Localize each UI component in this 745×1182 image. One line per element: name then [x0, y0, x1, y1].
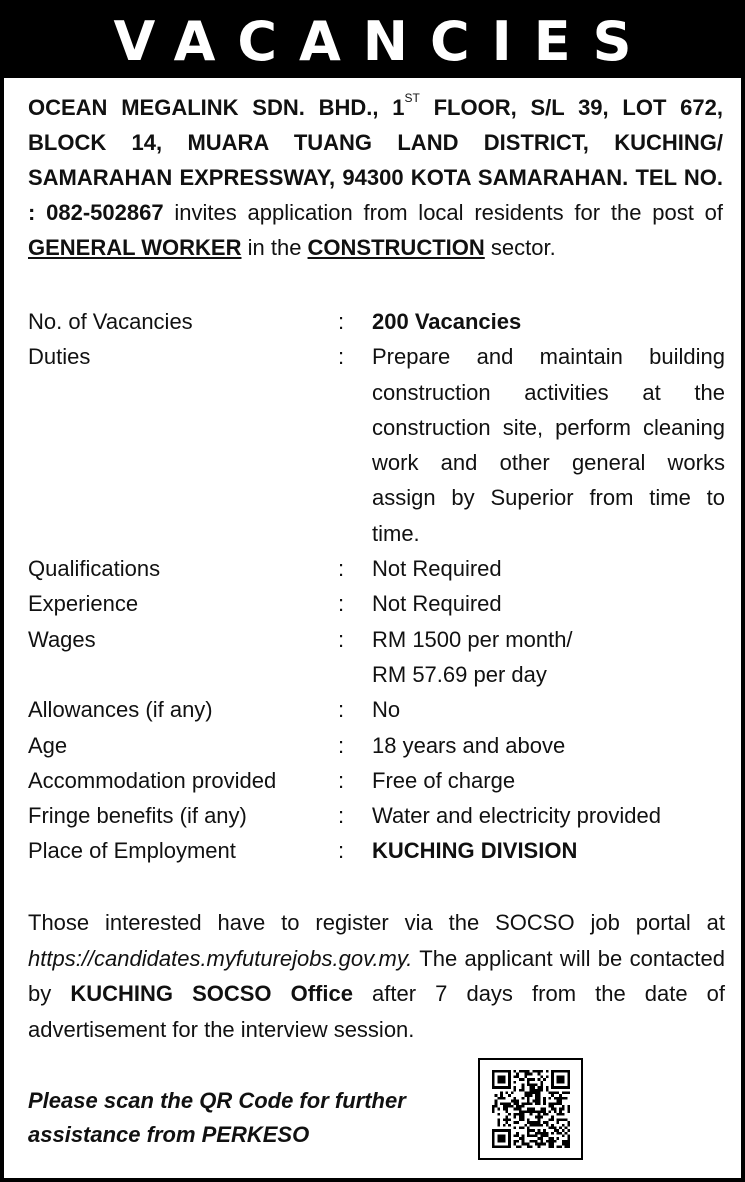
detail-label: Fringe benefits (if any)	[28, 803, 247, 829]
detail-value: KUCHING DIVISION	[372, 838, 578, 864]
intro-text: in the	[241, 235, 308, 260]
detail-value: No	[372, 697, 401, 723]
detail-value: Not Required	[372, 556, 502, 582]
detail-row	[28, 692, 725, 727]
detail-colon: :	[338, 591, 345, 617]
closing-text: The applicant will be contacted by	[28, 945, 725, 1006]
detail-row	[28, 763, 725, 798]
qr-code-icon[interactable]	[492, 1070, 570, 1148]
detail-colon: :	[338, 767, 345, 793]
detail-row	[28, 551, 725, 586]
detail-label: Age	[28, 732, 68, 758]
intro-paragraph	[28, 90, 723, 265]
closing-paragraph	[28, 905, 725, 1047]
detail-label: Wages	[28, 626, 96, 652]
detail-value: Free of charge	[372, 767, 516, 793]
detail-label: Qualifications	[28, 556, 161, 582]
detail-colon: :	[338, 803, 345, 829]
detail-colon: :	[338, 309, 345, 334]
detail-value: 18 years and above	[372, 732, 566, 758]
detail-row	[28, 304, 725, 339]
detail-label: Place of Employment	[28, 838, 236, 864]
portal-link[interactable]: https://candidates.myfuturejobs.gov.my.	[28, 945, 413, 971]
wage-monthly: RM 1500 per month/	[372, 626, 573, 652]
detail-row	[28, 833, 725, 868]
closing-text: after 7 days from the date of advertisement for the interview session.	[28, 981, 726, 1042]
detail-colon: :	[338, 626, 345, 652]
sector-name: CONSTRUCTION	[307, 235, 485, 260]
detail-label: Experience	[28, 591, 139, 617]
detail-value: Water and electricity provided	[372, 803, 661, 829]
detail-label: Duties	[28, 344, 91, 370]
detail-row	[28, 728, 725, 763]
detail-value: 200 Vacancies	[372, 309, 522, 334]
scan-instruction: Please scan the QR Code for further assistance from PERKESO	[28, 1088, 406, 1147]
detail-row	[28, 798, 725, 833]
detail-colon: :	[338, 344, 345, 370]
detail-row	[28, 622, 725, 693]
detail-value: Prepare and maintain building construction activities at the construction site, perform cleaning work and other general works assign by Superior from time to time.	[372, 344, 725, 546]
detail-label: No. of Vacancies	[28, 309, 193, 334]
closing-text: Those interested have to register via the SOCSO job portal at	[28, 910, 725, 935]
company-name: OCEAN MEGALINK SDN. BHD., 1	[28, 95, 405, 120]
detail-value: Not Required	[372, 591, 502, 617]
intro-text: sector.	[484, 235, 556, 260]
detail-colon: :	[338, 838, 345, 864]
detail-colon: :	[338, 732, 345, 758]
detail-row	[28, 586, 725, 621]
intro-text: invites application from local residents for the post of	[163, 200, 723, 225]
detail-colon: :	[338, 697, 345, 723]
detail-label: Accommodation provided	[28, 767, 277, 793]
socso-office: KUCHING SOCSO Office	[70, 981, 353, 1006]
vacancy-details	[28, 304, 725, 869]
detail-label: Allowances (if any)	[28, 697, 213, 723]
page-title: VACANCIES	[4, 4, 741, 78]
detail-row	[28, 339, 725, 551]
post-title: GENERAL WORKER	[28, 235, 242, 260]
company-address: FLOOR, S/L 39, LOT 672, BLOCK 14, MUARA TUANG LAND DISTRICT, KUCHING/ SAMARAHAN EXPRESSWAY, 94300 KOTA SAMARAHAN. TEL NO. : 082-502867	[28, 95, 723, 225]
detail-value	[372, 622, 725, 693]
ordinal-superscript: ST	[404, 91, 420, 105]
detail-colon: :	[338, 556, 345, 582]
qr-code-frame	[478, 1058, 583, 1160]
wage-daily: RM 57.69 per day	[372, 661, 547, 687]
